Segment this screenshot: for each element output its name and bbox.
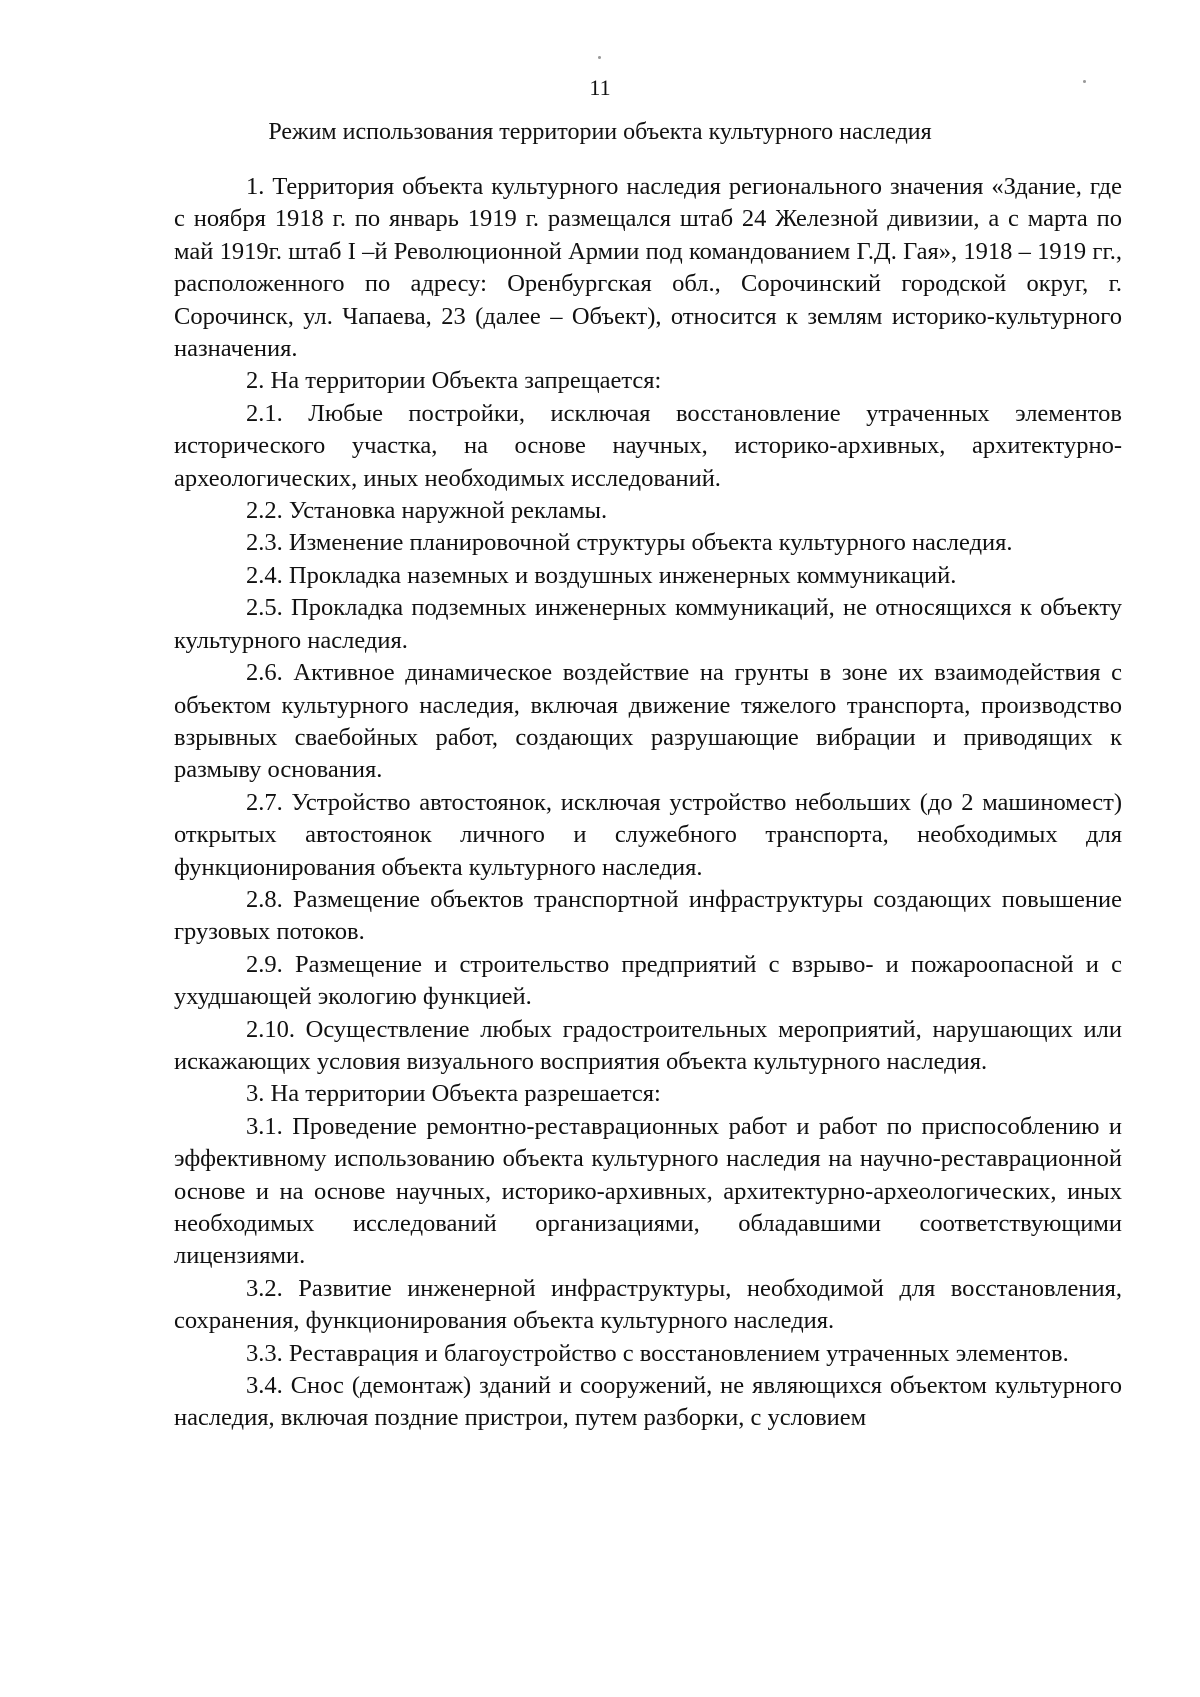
page-number: 11: [589, 75, 611, 100]
paragraph-2-9: 2.9. Размещение и строительство предприятий с взрыво- и пожароопасной и с ухудшающей экологию функцией.: [174, 950, 1122, 1011]
paragraph-2-8: 2.8. Размещение объектов транспортной инфраструктуры создающих повышение грузовых потоков.: [174, 885, 1122, 946]
paragraph-2-5: 2.5. Прокладка подземных инженерных коммуникаций, не относящихся к объекту культурного наследия.: [174, 594, 1122, 654]
page-title: Режим использования территории объекта культурного наследия: [268, 119, 932, 145]
paragraph-2-10: 2.10. Осуществление любых градостроительных мероприятий, нарушающих или искажающих условия визуального восприятия объекта культурного наследия.: [174, 1015, 1122, 1075]
paragraph-3-1: 3.1. Проведение ремонтно-реставрационных работ и работ по приспособлению и эффективному использованию объекта культурного наследия на научно-реставрационной основе и на основе научных, историко-архивных, архитектурно-археологических, иных необходимых исследований организациями, обладавшими соответствующими лицензиями.: [174, 1112, 1122, 1270]
paragraph-2-1: 2.1. Любые постройки, исключая восстановление утраченных элементов исторического участка, на основе научных, историко-архивных, архитектурно-археологических, иных необходимых исследований.: [174, 399, 1122, 492]
scan-speck: [598, 56, 601, 59]
paragraph-3-4: 3.4. Снос (демонтаж) зданий и сооружений, не являющихся объектом культурного наследия, включая поздние пристрои, путем разборки, с условием: [174, 1372, 1122, 1432]
paragraph-2-4: 2.4. Прокладка наземных и воздушных инженерных коммуникаций.: [246, 561, 957, 589]
paragraph-2: 2. На территории Объекта запрещается:: [246, 367, 662, 395]
paragraph-2-7: 2.7. Устройство автостоянок, исключая устройство небольших (до 2 машиномест) открытых автостоянок личного и служебного транспорта, необходимых для функционирования объекта культурного наследия.: [174, 788, 1122, 881]
paragraph-2-6: 2.6. Активное динамическое воздействие на грунты в зоне их взаимодействия с объектом культурного наследия, включая движение тяжелого транспорта, производство взрывных сваебойных работ, создающих разрушающие вибрации и приводящих к размыву основания.: [174, 659, 1122, 784]
paragraph-2-3: 2.3. Изменение планировочной структуры объекта культурного наследия.: [246, 529, 1013, 557]
paragraph-2-2: 2.2. Установка наружной рекламы.: [246, 497, 608, 525]
paragraph-1: 1. Территория объекта культурного наследия регионального значения «Здание, где с ноября 1918 г. по январь 1919 г. размещался штаб 24 Железной дивизии, а с марта по май 1919г. штаб I –й Революционной Армии под командованием Г.Д. Гая», 1918 – 1919 гг., расположенного по адресу: Оренбургская обл., Сорочинский городской округ, г. Сорочинск, ул. Чапаева, 23 (далее – Объект), относится к землям историко-культурного назначения.: [174, 173, 1122, 363]
paragraph-3-3: 3.3. Реставрация и благоустройство с восстановлением утраченных элементов.: [246, 1339, 1069, 1367]
document-body: [174, 171, 1122, 1435]
paragraph-3-2: 3.2. Развитие инженерной инфраструктуры, необходимой для восстановления, сохранения, функционирования объекта культурного наследия.: [174, 1274, 1122, 1335]
paragraph-3: 3. На территории Объекта разрешается:: [246, 1080, 661, 1108]
